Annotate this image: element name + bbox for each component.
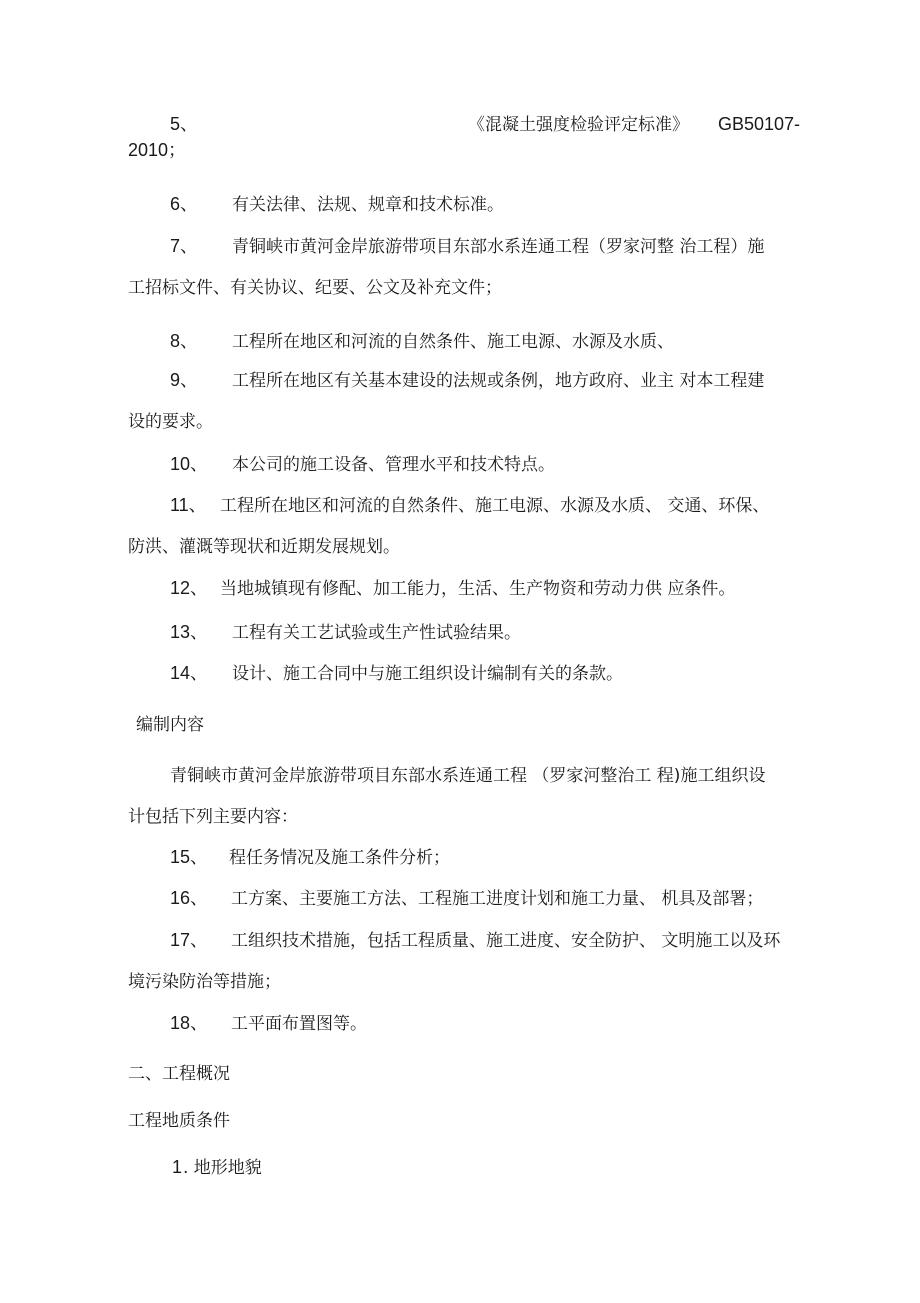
item-5-number: 5、 xyxy=(170,114,199,134)
item-15-text: 程任务情况及施工条件分析； xyxy=(229,848,450,868)
item-13-number: 13、 xyxy=(170,622,209,642)
section-edit-paragraph-line-1: 青铜峡市黄河金岸旅游带项目东部水系连通工程 （罗家河整治工 程)施工组织设 xyxy=(170,766,766,786)
item-10-number: 10、 xyxy=(170,454,209,474)
item-12-number: 12、 xyxy=(170,578,209,598)
item-9-continuation: 设的要求。 xyxy=(128,412,213,432)
item-16-number: 16、 xyxy=(170,888,209,908)
item-9-number: 9、 xyxy=(170,370,199,390)
item-5-code: GB50107- xyxy=(718,114,801,134)
item-12-text: 当地城镇现有修配、加工能力，生活、生产物资和劳动力供 应条件。 xyxy=(220,579,736,599)
item-11-text: 工程所在地区和河流的自然条件、施工电源、水源及水质、 交通、环保、 xyxy=(220,496,770,516)
item-9-text: 工程所在地区有关基本建设的法规或条例，地方政府、业主 对本工程建 xyxy=(232,371,765,391)
item-11-continuation: 防洪、灌溉等现状和近期发展规划。 xyxy=(128,537,400,557)
item-7-text: 青铜峡市黄河金岸旅游带项目东部水系连通工程（罗家河整 治工程）施 xyxy=(232,237,765,257)
item-6-text: 有关法律、法规、规章和技术标准。 xyxy=(232,195,504,215)
section-2-item-1-text: . 地形地貌 xyxy=(183,1158,262,1178)
item-8-text: 工程所在地区和河流的自然条件、施工电源、水源及水质、 xyxy=(232,332,674,352)
item-6-number: 6、 xyxy=(170,194,199,214)
item-7-number: 7、 xyxy=(170,236,199,256)
item-18-text: 工平面布置图等。 xyxy=(231,1014,367,1034)
item-18-number: 18、 xyxy=(170,1013,209,1033)
item-5-text: 《混凝土强度检验评定标准》 xyxy=(468,115,689,135)
item-11-number: 11、 xyxy=(170,495,207,515)
section-2-subheading: 工程地质条件 xyxy=(128,1111,230,1131)
section-2-item-1-number: 1 xyxy=(172,1157,183,1177)
section-edit-paragraph-line-2: 计包括下列主要内容： xyxy=(128,807,298,827)
section-2-heading: 二、工程概况 xyxy=(128,1064,230,1084)
item-8-number: 8、 xyxy=(170,331,199,351)
item-13-text: 工程有关工艺试验或生产性试验结果。 xyxy=(232,623,521,643)
item-10-text: 本公司的施工设备、管理水平和技术特点。 xyxy=(232,455,555,475)
item-17-continuation: 境污染防治等措施； xyxy=(128,972,281,992)
item-17-text: 工组织技术措施，包括工程质量、施工进度、安全防护、 文明施工以及环 xyxy=(231,931,781,951)
item-17-number: 17、 xyxy=(170,930,209,950)
item-5-continuation: 2010； xyxy=(128,140,187,160)
item-7-continuation: 工招标文件、有关协议、纪要、公文及补充文件； xyxy=(128,278,502,298)
item-16-text: 工方案、主要施工方法、工程施工进度计划和施工力量、 机具及部署； xyxy=(231,889,764,909)
item-15-number: 15、 xyxy=(170,847,209,867)
item-14-number: 14、 xyxy=(170,663,209,683)
item-14-text: 设计、施工合同中与施工组织设计编制有关的条款。 xyxy=(232,664,623,684)
section-edit-heading: 编制内容 xyxy=(136,715,204,735)
